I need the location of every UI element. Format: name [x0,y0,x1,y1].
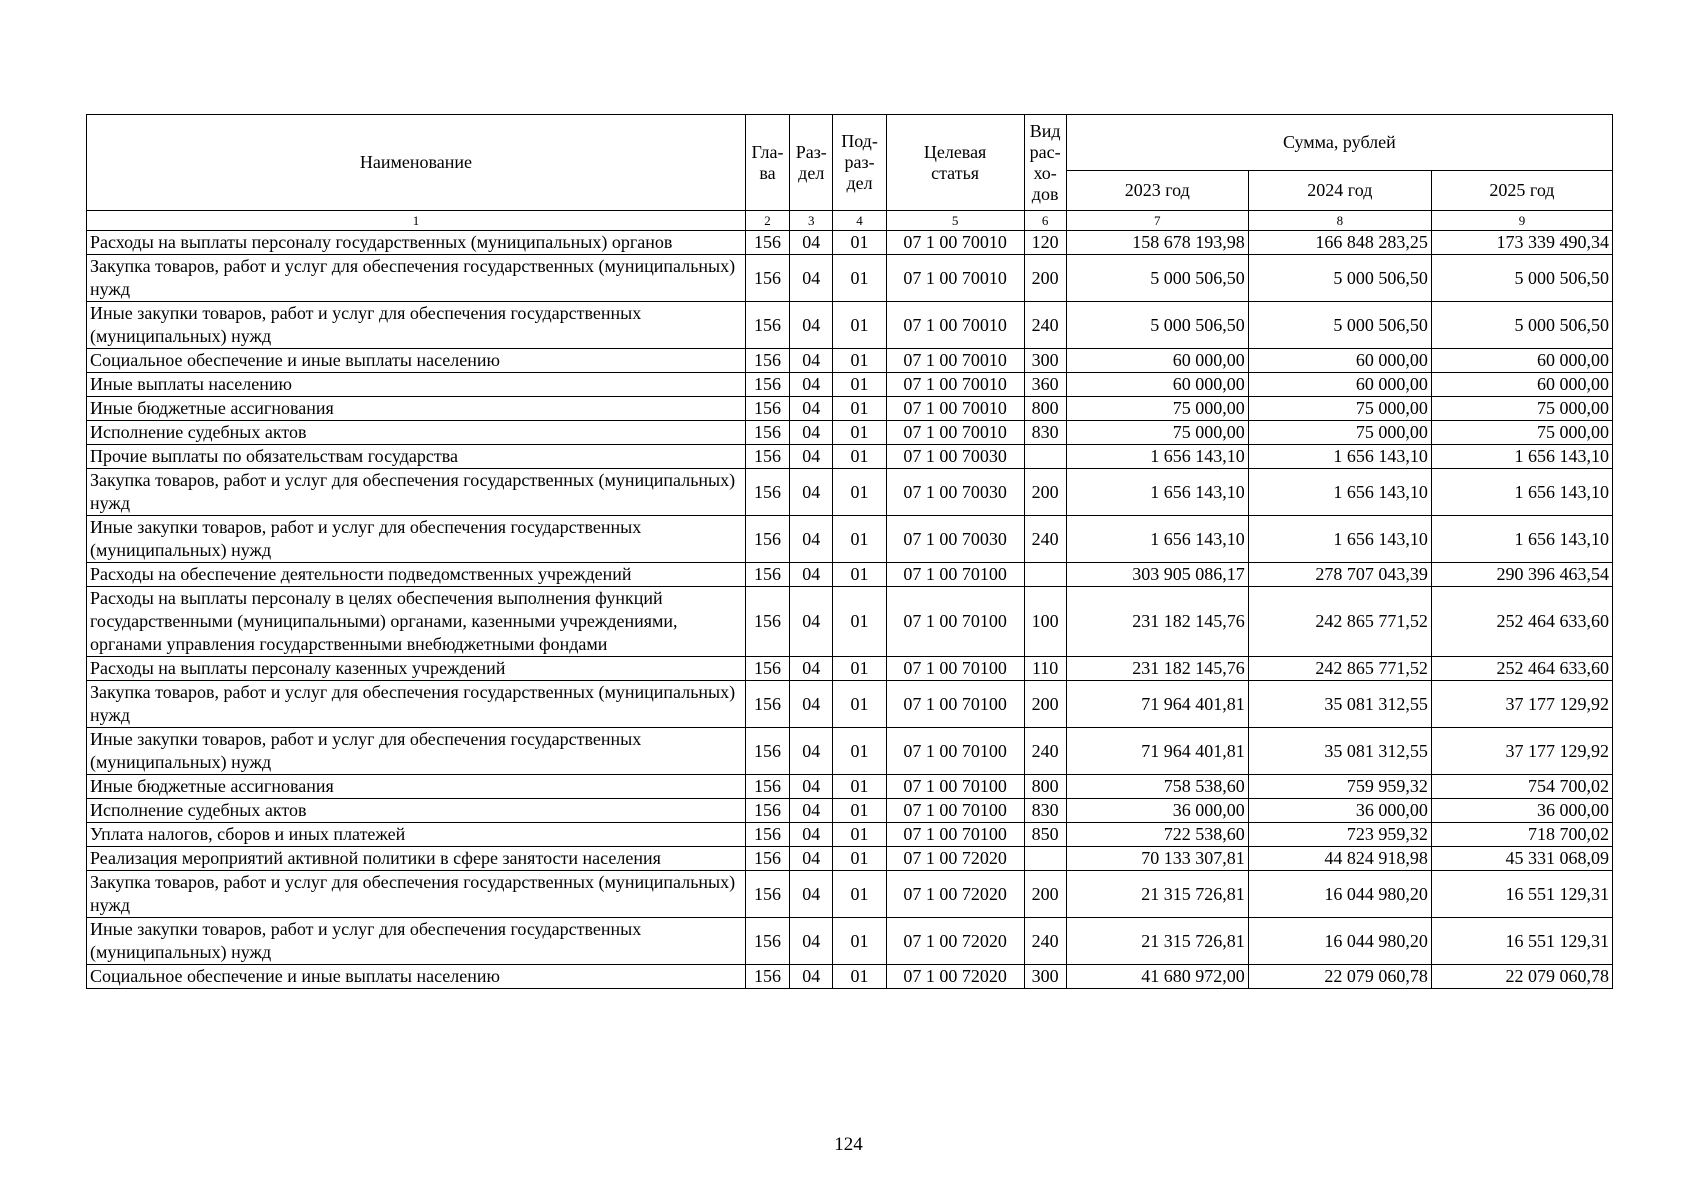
row-expense-type: 200 [1024,681,1066,728]
row-name: Иные бюджетные ассигнования [87,397,746,421]
row-section: 04 [790,397,833,421]
row-expense-type: 110 [1024,657,1066,681]
row-amount-2024: 5 000 506,50 [1248,255,1431,302]
row-amount-2024: 36 000,00 [1248,799,1431,823]
row-subsection: 01 [833,871,886,918]
row-amount-2024: 1 656 143,10 [1248,516,1431,563]
row-amount-2025: 45 331 068,09 [1431,847,1612,871]
row-amount-2023: 5 000 506,50 [1066,302,1248,349]
row-subsection: 01 [833,681,886,728]
header-year-2023: 2023 год [1066,171,1248,211]
row-chapter: 156 [745,728,789,775]
row-amount-2025: 75 000,00 [1431,421,1612,445]
row-target-article: 07 1 00 72020 [886,871,1024,918]
header-sum: Сумма, рублей [1066,115,1612,171]
row-section: 04 [790,918,833,965]
table-row [87,231,1613,255]
row-name: Иные закупки товаров, работ и услуг для обеспечения государственных (муниципальных) нужд [87,302,746,349]
row-expense-type: 240 [1024,302,1066,349]
row-expense-type: 300 [1024,965,1066,989]
column-number-row [87,211,1613,231]
row-subsection: 01 [833,847,886,871]
table-row [87,563,1613,587]
row-amount-2025: 37 177 129,92 [1431,728,1612,775]
table-row [87,657,1613,681]
row-amount-2023: 75 000,00 [1066,421,1248,445]
row-name: Иные выплаты населению [87,373,746,397]
row-amount-2025: 5 000 506,50 [1431,255,1612,302]
table-row [87,516,1613,563]
row-amount-2024: 75 000,00 [1248,397,1431,421]
row-name: Закупка товаров, работ и услуг для обеспечения государственных (муниципальных) нужд [87,255,746,302]
row-expense-type: 800 [1024,775,1066,799]
row-amount-2024: 35 081 312,55 [1248,728,1431,775]
row-section: 04 [790,563,833,587]
column-number: 3 [790,211,833,231]
row-chapter: 156 [745,965,789,989]
table-row [87,421,1613,445]
row-chapter: 156 [745,847,789,871]
page-number: 124 [834,1134,863,1155]
row-amount-2025: 36 000,00 [1431,799,1612,823]
row-amount-2025: 5 000 506,50 [1431,302,1612,349]
row-amount-2024: 60 000,00 [1248,349,1431,373]
row-name: Расходы на выплаты персоналу казенных учреждений [87,657,746,681]
row-name: Иные закупки товаров, работ и услуг для обеспечения государственных (муниципальных) нужд [87,516,746,563]
row-amount-2023: 70 133 307,81 [1066,847,1248,871]
row-section: 04 [790,231,833,255]
row-chapter: 156 [745,516,789,563]
row-amount-2025: 252 464 633,60 [1431,587,1612,657]
row-chapter: 156 [745,563,789,587]
row-name: Закупка товаров, работ и услуг для обеспечения государственных (муниципальных) нужд [87,469,746,516]
row-expense-type: 830 [1024,421,1066,445]
column-number: 2 [745,211,789,231]
table-row [87,681,1613,728]
row-section: 04 [790,799,833,823]
row-amount-2025: 290 396 463,54 [1431,563,1612,587]
row-amount-2023: 722 538,60 [1066,823,1248,847]
row-chapter: 156 [745,397,789,421]
row-amount-2023: 158 678 193,98 [1066,231,1248,255]
column-number: 1 [87,211,746,231]
row-section: 04 [790,421,833,445]
row-name: Реализация мероприятий активной политики в сфере занятости населения [87,847,746,871]
table-row [87,445,1613,469]
row-amount-2023: 758 538,60 [1066,775,1248,799]
row-amount-2025: 37 177 129,92 [1431,681,1612,728]
row-chapter: 156 [745,657,789,681]
row-chapter: 156 [745,469,789,516]
row-amount-2024: 44 824 918,98 [1248,847,1431,871]
row-target-article: 07 1 00 70010 [886,255,1024,302]
row-subsection: 01 [833,516,886,563]
row-expense-type: 120 [1024,231,1066,255]
row-section: 04 [790,681,833,728]
row-name: Закупка товаров, работ и услуг для обеспечения государственных (муниципальных) нужд [87,871,746,918]
row-target-article: 07 1 00 70010 [886,349,1024,373]
row-target-article: 07 1 00 70100 [886,728,1024,775]
row-target-article: 07 1 00 70010 [886,302,1024,349]
row-amount-2023: 231 182 145,76 [1066,657,1248,681]
row-expense-type: 240 [1024,918,1066,965]
table-row [87,587,1613,657]
row-subsection: 01 [833,302,886,349]
row-section: 04 [790,302,833,349]
row-name: Исполнение судебных актов [87,799,746,823]
row-amount-2025: 173 339 490,34 [1431,231,1612,255]
row-subsection: 01 [833,775,886,799]
row-amount-2025: 60 000,00 [1431,373,1612,397]
row-name: Социальное обеспечение и иные выплаты населению [87,349,746,373]
row-amount-2025: 75 000,00 [1431,397,1612,421]
row-amount-2024: 35 081 312,55 [1248,681,1431,728]
table-row [87,799,1613,823]
row-amount-2023: 1 656 143,10 [1066,469,1248,516]
row-name: Социальное обеспечение и иные выплаты населению [87,965,746,989]
row-amount-2025: 16 551 129,31 [1431,871,1612,918]
row-target-article: 07 1 00 70030 [886,445,1024,469]
row-target-article: 07 1 00 72020 [886,965,1024,989]
row-subsection: 01 [833,469,886,516]
row-section: 04 [790,349,833,373]
table-row [87,965,1613,989]
table-row [87,373,1613,397]
row-target-article: 07 1 00 70100 [886,799,1024,823]
row-target-article: 07 1 00 70030 [886,469,1024,516]
row-name: Расходы на выплаты персоналу государственных (муниципальных) органов [87,231,746,255]
row-amount-2024: 60 000,00 [1248,373,1431,397]
row-target-article: 07 1 00 72020 [886,847,1024,871]
row-expense-type: 240 [1024,516,1066,563]
row-amount-2025: 1 656 143,10 [1431,516,1612,563]
row-amount-2024: 1 656 143,10 [1248,445,1431,469]
table-row [87,823,1613,847]
row-amount-2024: 16 044 980,20 [1248,871,1431,918]
row-name: Иные закупки товаров, работ и услуг для обеспечения государственных (муниципальных) нужд [87,918,746,965]
row-section: 04 [790,823,833,847]
table-row [87,728,1613,775]
row-chapter: 156 [745,421,789,445]
row-amount-2024: 759 959,32 [1248,775,1431,799]
row-chapter: 156 [745,871,789,918]
row-expense-type: 240 [1024,728,1066,775]
row-amount-2023: 71 964 401,81 [1066,728,1248,775]
row-amount-2025: 754 700,02 [1431,775,1612,799]
row-expense-type: 800 [1024,397,1066,421]
row-section: 04 [790,587,833,657]
row-amount-2023: 1 656 143,10 [1066,516,1248,563]
row-amount-2024: 242 865 771,52 [1248,657,1431,681]
row-subsection: 01 [833,255,886,302]
row-chapter: 156 [745,231,789,255]
row-amount-2025: 16 551 129,31 [1431,918,1612,965]
row-subsection: 01 [833,397,886,421]
row-amount-2024: 1 656 143,10 [1248,469,1431,516]
row-chapter: 156 [745,255,789,302]
row-amount-2023: 60 000,00 [1066,373,1248,397]
row-chapter: 156 [745,799,789,823]
row-section: 04 [790,469,833,516]
row-target-article: 07 1 00 70100 [886,823,1024,847]
header-year-2025: 2025 год [1431,171,1612,211]
row-name: Иные закупки товаров, работ и услуг для обеспечения государственных (муниципальных) нужд [87,728,746,775]
table-row [87,918,1613,965]
row-amount-2023: 41 680 972,00 [1066,965,1248,989]
column-number: 6 [1024,211,1066,231]
row-amount-2023: 75 000,00 [1066,397,1248,421]
budget-table [86,114,1613,989]
row-amount-2023: 1 656 143,10 [1066,445,1248,469]
row-target-article: 07 1 00 70010 [886,231,1024,255]
row-name: Иные бюджетные ассигнования [87,775,746,799]
row-amount-2023: 71 964 401,81 [1066,681,1248,728]
row-chapter: 156 [745,775,789,799]
row-section: 04 [790,871,833,918]
row-target-article: 07 1 00 70100 [886,587,1024,657]
row-section: 04 [790,775,833,799]
row-chapter: 156 [745,445,789,469]
row-subsection: 01 [833,421,886,445]
row-name: Расходы на выплаты персоналу в целях обеспечения выполнения функций государственными (муниципальными) органами, казенными учреждениями, органами управления государственными внебюджетными фондами [87,587,746,657]
column-number: 8 [1248,211,1431,231]
row-amount-2024: 278 707 043,39 [1248,563,1431,587]
row-target-article: 07 1 00 70010 [886,373,1024,397]
row-section: 04 [790,373,833,397]
row-subsection: 01 [833,373,886,397]
row-expense-type: 100 [1024,587,1066,657]
row-target-article: 07 1 00 72020 [886,918,1024,965]
column-number: 5 [886,211,1024,231]
row-expense-type [1024,445,1066,469]
table-row [87,469,1613,516]
row-subsection: 01 [833,728,886,775]
row-amount-2024: 723 959,32 [1248,823,1431,847]
header-target: Целевая статья [886,115,1024,211]
row-section: 04 [790,728,833,775]
table-row [87,255,1613,302]
table-row [87,775,1613,799]
row-amount-2023: 303 905 086,17 [1066,563,1248,587]
row-amount-2024: 75 000,00 [1248,421,1431,445]
row-name: Исполнение судебных актов [87,421,746,445]
row-name: Уплата налогов, сборов и иных платежей [87,823,746,847]
row-target-article: 07 1 00 70100 [886,775,1024,799]
table-row [87,397,1613,421]
row-subsection: 01 [833,231,886,255]
header-subsection: Под- раз- дел [833,115,886,211]
row-amount-2025: 718 700,02 [1431,823,1612,847]
row-amount-2023: 21 315 726,81 [1066,871,1248,918]
row-section: 04 [790,657,833,681]
row-chapter: 156 [745,302,789,349]
row-section: 04 [790,847,833,871]
row-expense-type [1024,563,1066,587]
row-section: 04 [790,965,833,989]
row-expense-type: 850 [1024,823,1066,847]
row-subsection: 01 [833,563,886,587]
row-expense-type: 830 [1024,799,1066,823]
row-expense-type: 200 [1024,469,1066,516]
table-row [87,302,1613,349]
row-chapter: 156 [745,823,789,847]
row-amount-2024: 242 865 771,52 [1248,587,1431,657]
header-section: Раз- дел [790,115,833,211]
row-chapter: 156 [745,587,789,657]
row-amount-2023: 60 000,00 [1066,349,1248,373]
header-expense-type: Вид рас- хо- дов [1024,115,1066,211]
row-section: 04 [790,255,833,302]
table-row [87,871,1613,918]
row-chapter: 156 [745,373,789,397]
row-amount-2024: 16 044 980,20 [1248,918,1431,965]
row-amount-2025: 1 656 143,10 [1431,445,1612,469]
row-amount-2025: 60 000,00 [1431,349,1612,373]
column-number: 9 [1431,211,1612,231]
header-year-2024: 2024 год [1248,171,1431,211]
row-expense-type: 360 [1024,373,1066,397]
row-amount-2025: 1 656 143,10 [1431,469,1612,516]
header-chapter: Гла- ва [745,115,789,211]
row-amount-2023: 231 182 145,76 [1066,587,1248,657]
row-subsection: 01 [833,918,886,965]
row-amount-2024: 22 079 060,78 [1248,965,1431,989]
row-target-article: 07 1 00 70010 [886,421,1024,445]
row-subsection: 01 [833,799,886,823]
row-chapter: 156 [745,918,789,965]
row-amount-2023: 21 315 726,81 [1066,918,1248,965]
row-target-article: 07 1 00 70030 [886,516,1024,563]
table-body [87,231,1613,989]
row-target-article: 07 1 00 70010 [886,397,1024,421]
row-expense-type: 200 [1024,255,1066,302]
column-number: 7 [1066,211,1248,231]
row-name: Прочие выплаты по обязательствам государства [87,445,746,469]
row-name: Закупка товаров, работ и услуг для обеспечения государственных (муниципальных) нужд [87,681,746,728]
header-name: Наименование [87,115,746,211]
row-subsection: 01 [833,657,886,681]
table-row [87,847,1613,871]
row-section: 04 [790,445,833,469]
row-expense-type: 300 [1024,349,1066,373]
row-target-article: 07 1 00 70100 [886,563,1024,587]
row-amount-2023: 5 000 506,50 [1066,255,1248,302]
row-target-article: 07 1 00 70100 [886,681,1024,728]
row-amount-2025: 22 079 060,78 [1431,965,1612,989]
row-expense-type: 200 [1024,871,1066,918]
row-amount-2023: 36 000,00 [1066,799,1248,823]
row-amount-2025: 252 464 633,60 [1431,657,1612,681]
row-chapter: 156 [745,681,789,728]
row-target-article: 07 1 00 70100 [886,657,1024,681]
column-number: 4 [833,211,886,231]
row-subsection: 01 [833,965,886,989]
row-subsection: 01 [833,587,886,657]
row-expense-type [1024,847,1066,871]
row-amount-2024: 5 000 506,50 [1248,302,1431,349]
row-name: Расходы на обеспечение деятельности подведомственных учреждений [87,563,746,587]
row-amount-2024: 166 848 283,25 [1248,231,1431,255]
row-subsection: 01 [833,349,886,373]
row-section: 04 [790,516,833,563]
row-chapter: 156 [745,349,789,373]
row-subsection: 01 [833,445,886,469]
row-subsection: 01 [833,823,886,847]
table-row [87,349,1613,373]
